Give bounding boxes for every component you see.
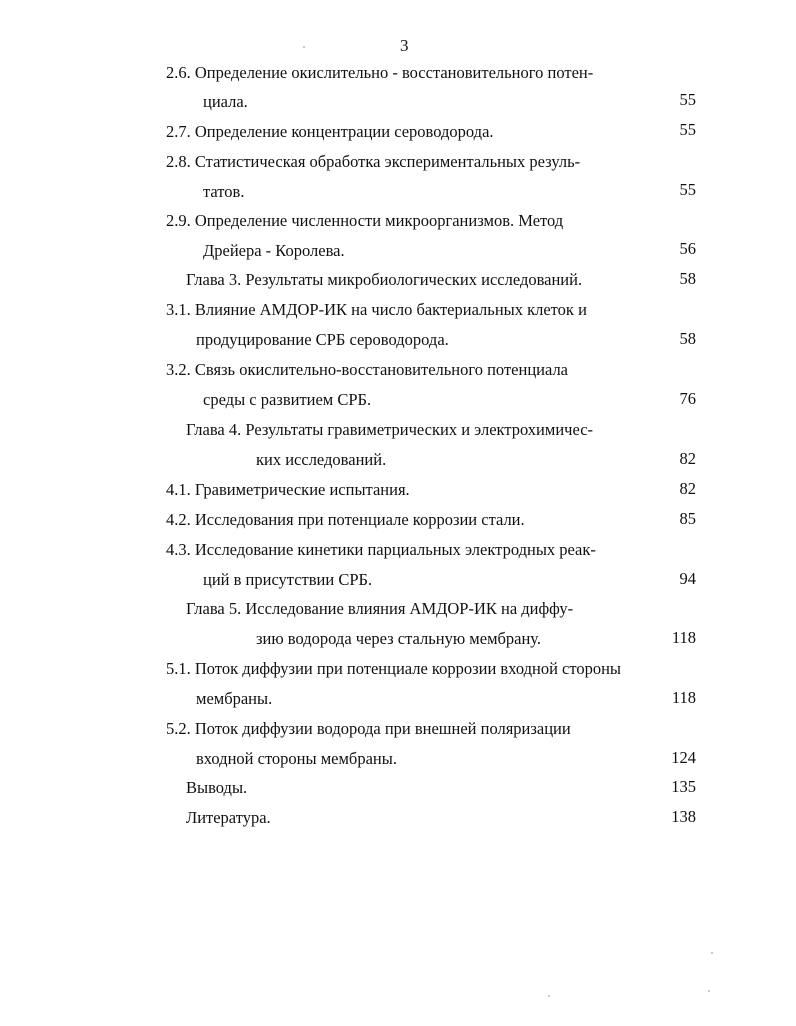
toc-entry-2-9-page: 56 bbox=[679, 239, 696, 258]
toc-chapter-4-line-2: ких исследований. bbox=[256, 450, 387, 469]
toc-entry-3-2-line-2: среды с развитием СРБ. bbox=[203, 390, 372, 409]
toc-chapter-3-page: 58 bbox=[679, 269, 696, 288]
toc-chapter-4-line-1: Глава 4. Результаты гравиметрических и электрохимичес- bbox=[186, 420, 594, 439]
toc-entry-4-2-line-1: 4.2. Исследования при потенциале коррозии стали. bbox=[166, 510, 525, 529]
toc-entry-5-2-page: 124 bbox=[671, 748, 696, 767]
toc-entry-4-1-page: 82 bbox=[679, 479, 696, 498]
toc-entry-4-1-line-1: 4.1. Гравиметрические испытания. bbox=[166, 480, 410, 499]
toc-conclusions-page: 135 bbox=[671, 777, 696, 796]
toc-entry-3-1-line-1: 3.1. Влияние АМДОР-ИК на число бактериальных клеток и bbox=[166, 300, 587, 319]
toc-entry-5-1-page: 118 bbox=[671, 688, 696, 707]
toc-literature-page: 138 bbox=[671, 807, 696, 826]
toc-entry-5-2-line-2: входной стороны мембраны. bbox=[196, 749, 397, 768]
toc-entry-2-8-line-2: татов. bbox=[203, 182, 245, 201]
toc-literature-line-1: Литература. bbox=[186, 808, 271, 827]
scan-speck bbox=[708, 990, 710, 992]
toc-entry-2-6-line-1: 2.6. Определение окислительно - восстановительного потен- bbox=[166, 63, 594, 82]
toc-conclusions-line-1: Выводы. bbox=[186, 778, 248, 797]
toc-entry-4-3-line-2: ций в присутствии СРБ. bbox=[203, 570, 373, 589]
toc-chapter-5-line-1: Глава 5. Исследование влияния АМДОР-ИК на диффу- bbox=[186, 599, 574, 618]
toc-entry-5-1-line-1: 5.1. Поток диффузии при потенциале коррозии входной стороны bbox=[166, 659, 622, 678]
toc-entry-4-2-page: 85 bbox=[679, 509, 696, 528]
toc-entry-3-1-line-2: продуцирование СРБ сероводорода. bbox=[196, 330, 449, 349]
toc-entry-2-9-line-1: 2.9. Определение численности микроорганизмов. Метод bbox=[166, 211, 564, 230]
toc-entry-2-6-line-2: циала. bbox=[203, 92, 248, 111]
toc-entry-2-6-page: 55 bbox=[679, 90, 696, 109]
toc-entry-5-1-line-2: мембраны. bbox=[196, 689, 273, 708]
toc-chapter-3-line-1: Глава 3. Результаты микробиологических исследований. bbox=[186, 270, 583, 289]
toc-entry-4-3-line-1: 4.3. Исследование кинетики парциальных электродных реак- bbox=[166, 540, 596, 559]
toc-entry-3-2-line-1: 3.2. Связь окислительно-восстановительного потенциала bbox=[166, 360, 569, 379]
toc-entry-3-1-page: 58 bbox=[679, 329, 696, 348]
toc-chapter-5-line-2: зию водорода через стальную мембрану. bbox=[256, 629, 542, 648]
scan-speck bbox=[711, 952, 713, 954]
scan-speck bbox=[303, 46, 305, 48]
toc-entry-4-3-page: 94 bbox=[679, 569, 696, 588]
toc-chapter-4-page: 82 bbox=[679, 449, 696, 468]
page-number: 3 bbox=[400, 36, 409, 55]
scan-speck bbox=[548, 995, 550, 997]
toc-chapter-5-page: 118 bbox=[671, 628, 696, 647]
toc-entry-2-8-line-1: 2.8. Статистическая обработка экспериментальных резуль- bbox=[166, 152, 581, 171]
toc-entry-5-2-line-1: 5.2. Поток диффузии водорода при внешней поляризации bbox=[166, 719, 571, 738]
toc-entry-2-7-line-1: 2.7. Определение концентрации сероводорода. bbox=[166, 122, 494, 141]
toc-entry-3-2-page: 76 bbox=[679, 389, 696, 408]
toc-entry-2-8-page: 55 bbox=[679, 180, 696, 199]
toc-entry-2-9-line-2: Дрейера - Королева. bbox=[203, 241, 345, 260]
toc-entry-2-7-page: 55 bbox=[679, 120, 696, 139]
